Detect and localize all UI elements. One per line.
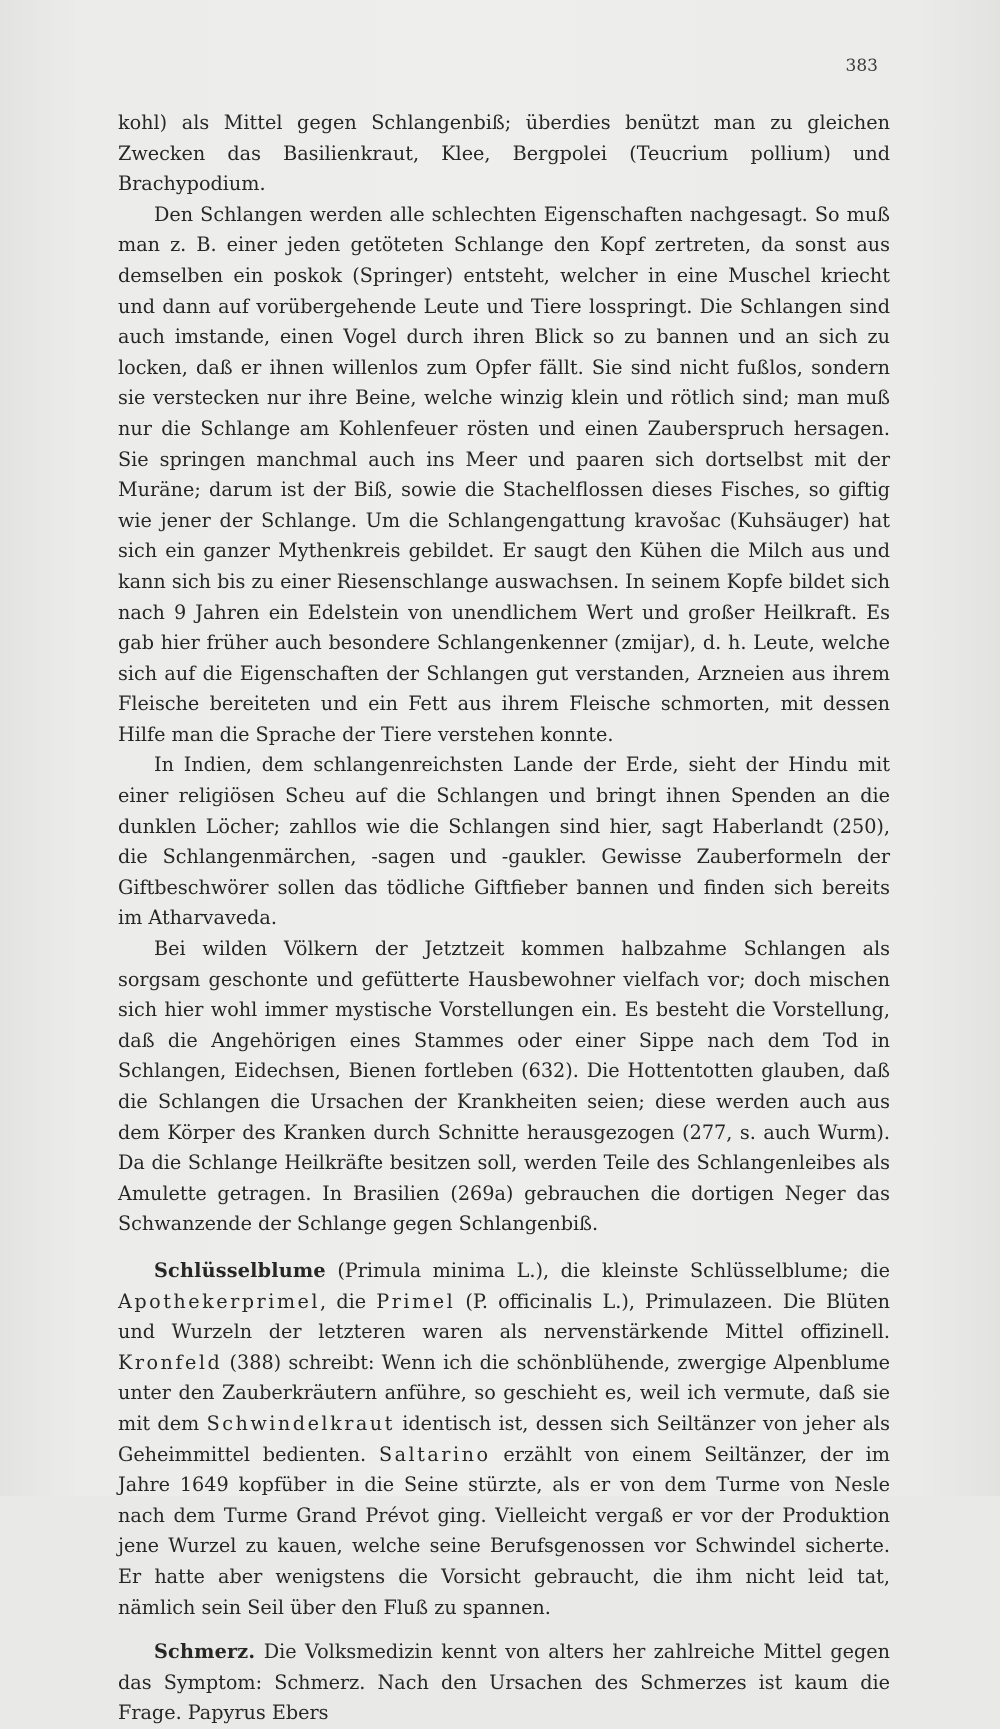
paragraph-continuation: kohl) als Mittel gegen Schlangenbiß; überdies benützt man zu gleichen Zwecken das Basilienkraut, Klee, Bergpolei (Teucrium pollium) und Brachypodium.: [118, 111, 890, 196]
paragraph-wilde-voelker: Bei wilden Völkern der Jetztzeit kommen halbzahme Schlangen als sorgsam geschonte und gefütterte Hausbewohner vielfach vor; doch mischen sich hier wohl immer mystische Vorstellungen ein. Es besteht die Vorstellung, daß die Angehörigen eines Stammes oder einer Sippe nach dem Tod in Schlangen, Eidechsen, Bienen fortleben (632). Die Hottentotten glauben, daß die Schlangen die Ursachen der Krankheiten seien; diese werden auch aus dem Körper des Kranken durch Schnitte herausgezogen (277, s. auch Wurm). Da die Schlange Heilkräfte besitzen soll, werden Teile des Schlangenleibes als Amulette getragen. In Brasilien (269a) gebrauchen die dortigen Neger das Schwanzende der Schlange gegen Schlangenbiß.: [118, 937, 890, 1236]
entry-text: erzählt von einem Seiltänzer, der im Jahre 1649 kopfüber in die Seine stürzte, als er von dem Turme von Nesle nach dem Turme Grand Prévot ging. Vielleicht vergaß er vor der Produktion jene Wurzel zu kauen, welche seine Berufsgenossen vor Schwindel sicherte. Er hatte aber wenigstens die Vorsicht gebraucht, die ihm nicht leid tat, nämlich sein Seil über den Fluß zu spannen.: [118, 1442, 890, 1619]
spaced-term: Apothekerprimel: [118, 1289, 321, 1313]
page-number: 383: [845, 56, 878, 76]
entry-text: identisch ist, dessen sich Seiltänzer von jeher als Geheimmittel bedienten.: [118, 1411, 890, 1466]
entry-text: (Primula minima L.), die kleinste Schlüsselblume; die: [325, 1258, 890, 1282]
paragraph-schlangen-eigenschaften: Den Schlangen werden alle schlechten Eigenschaften nachgesagt. So muß man z. B. einer jeden getöteten Schlange den Kopf zertreten, da sonst aus demselben ein poskok (Springer) entsteht, welcher in eine Muschel kriecht und dann auf vorübergehende Leute und Tiere losspringt. Die Schlangen sind auch imstande, einen Vogel durch ihren Blick so zu bannen und an sich zu locken, daß er ihnen willenlos zum Opfer fällt. Sie sind nicht fußlos, sondern sie verstecken nur ihre Beine, welche winzig klein und rötlich sind; man muß nur die Schlange am Kohlenfeuer rösten und einen Zauberspruch hersagen. Sie springen manchmal auch ins Meer und paaren sich dortselbst mit der Muräne; darum ist der Biß, sowie die Stachelflossen dieses Fisches, so giftig wie jener der Schlange. Um die Schlangengattung kravošac (Kuhsäuger) hat sich ein ganzer Mythenkreis gebildet. Er saugt den Kühen die Milch aus und kann sich bis zu einer Riesenschlange auswachsen. In seinem Kopfe bildet sich nach 9 Jahren ein Edelstein von unendlichem Wert und großer Heilkraft. Es gab hier früher auch besondere Schlangenkenner (zmijar), d. h. Leute, welche sich auf die Eigenschaften der Schlangen gut verstanden, Arzneien aus ihrem Fleische bereiteten und ein Fett aus ihrem Fleische schmorten, mit dessen Hilfe man die Sprache der Tiere verstehen konnte.: [118, 202, 890, 746]
entry-schmerz: [118, 1637, 890, 1729]
entry-text: , die: [320, 1289, 377, 1313]
headword-schluesselblume: Schlüsselblume: [154, 1258, 326, 1282]
entry-text: (388) schreibt: Wenn ich die schönblühende, zwergige Alpenblume unter den Zauberkräutern anführe, so geschieht es, weil ich vermute, daß sie mit dem: [118, 1350, 890, 1435]
entry-text: Die Volksmedizin kennt von alters her zahlreiche Mittel gegen das Symptom: Schmerz. Nach den Ursachen des Schmerzes ist kaum die Frage. Papyrus Ebers: [118, 1640, 890, 1725]
body-text: [118, 108, 890, 1729]
headword-schmerz: Schmerz.: [154, 1640, 256, 1664]
paragraph-indien: In Indien, dem schlangenreichsten Lande der Erde, sieht der Hindu mit einer religiösen Scheu auf die Schlangen und bringt ihnen Spenden an die dunklen Löcher; zahllos wie die Schlangen sind hier, sagt Haberlandt (250), die Schlangenmärchen, -sagen und -gaukler. Gewisse Zauberformeln der Giftbeschwörer sollen das tödliche Giftfieber bannen und finden sich bereits im Atharvaveda.: [118, 753, 890, 930]
spaced-term: Primel: [376, 1289, 456, 1313]
spaced-author: Saltarino: [378, 1442, 491, 1466]
entry-schluesselblume: [118, 1256, 890, 1623]
spaced-term: Schwindelkraut: [206, 1411, 395, 1435]
spaced-author: Kronfeld: [118, 1350, 223, 1374]
entry-text: (P. officinalis L.), Primulazeen. Die Blüten und Wurzeln der letzteren waren als nervenstärkende Mittel offizinell.: [118, 1289, 890, 1344]
